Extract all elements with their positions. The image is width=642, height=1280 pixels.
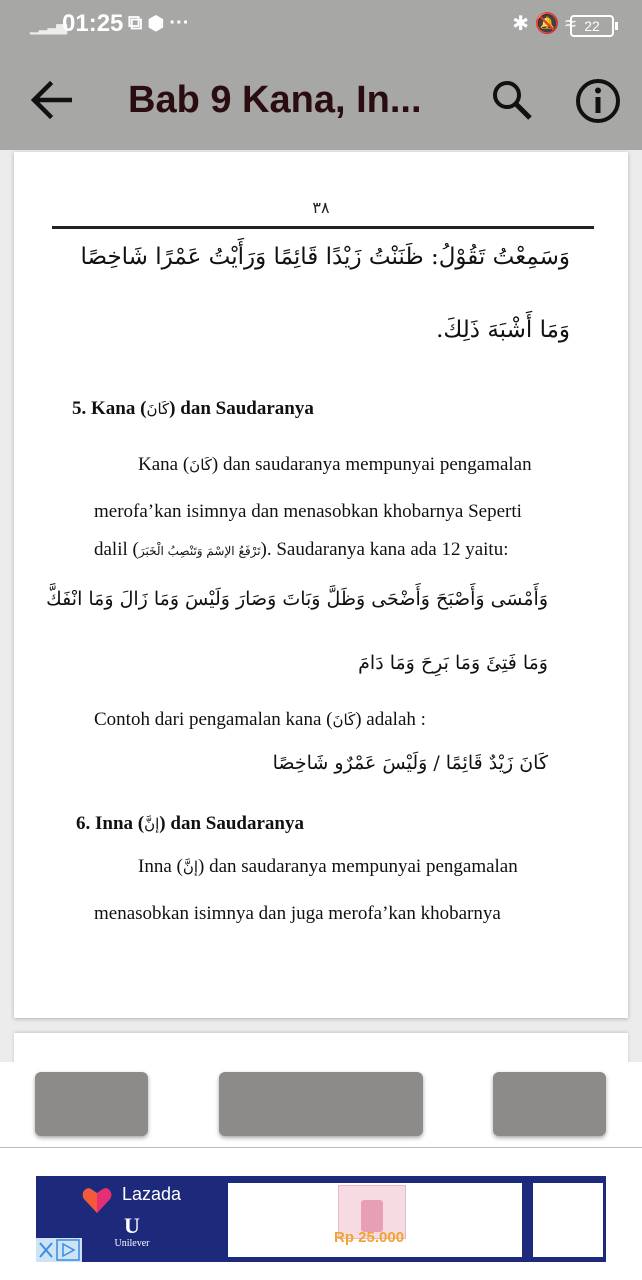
arabic-list-line: وَأَمْسَى وَأَصْبَحَ وَأَضْحَى وَظَلَّ وَبَاتَ وَصَارَ وَلَيْسَ وَمَا زَالَ وَمَا انْفَكَّ xyxy=(46,588,548,610)
navigation-bar xyxy=(0,1062,642,1148)
page-title: Bab 9 Kana, In... xyxy=(128,79,422,121)
document-page[interactable] xyxy=(14,152,628,1018)
paragraph-line: merofa’kan isimnya dan menasobkan khobarnya Seperti xyxy=(94,501,522,522)
info-icon[interactable] xyxy=(574,77,622,125)
app-bar xyxy=(0,50,642,150)
back-arrow-icon[interactable] xyxy=(30,78,72,122)
paragraph-line: Inna (إنَّ) dan saudaranya mempunyai pengamalan xyxy=(138,856,518,877)
paragraph-line: Kana (كَانَ) dan saudaranya mempunyai pengamalan xyxy=(138,454,532,475)
ad-close-icon[interactable] xyxy=(36,1238,82,1262)
ad-side-image[interactable] xyxy=(533,1183,603,1257)
menu-button[interactable] xyxy=(219,1072,423,1136)
arabic-list-line: وَمَا فَتِئَ وَمَا بَرِحَ وَمَا دَامَ xyxy=(358,652,548,674)
ad-banner[interactable] xyxy=(0,1148,642,1280)
lazada-heart-icon xyxy=(82,1186,112,1214)
arabic-line: وَمَا أَشْبَهَ ذَلِكَ. xyxy=(436,317,570,343)
signal-icon: ▁▂▃▅ xyxy=(30,18,66,34)
ad-price: Rp 25.000 xyxy=(334,1229,405,1246)
header-rule xyxy=(52,226,594,229)
example-label: Contoh dari pengamalan kana (كَانَ) adalah : xyxy=(94,709,426,730)
ad-brand: Lazada xyxy=(122,1184,182,1204)
section-heading-inna: 6. Inna (إنَّ) dan Saudaranya xyxy=(76,813,304,834)
system-icons: ✱ 🔕 ≈ xyxy=(512,13,576,35)
page-number: ٣٨ xyxy=(312,198,330,217)
ad-content[interactable] xyxy=(36,1176,606,1262)
paragraph-line: menasobkan isimnya dan juga merofa’kan khobarnya xyxy=(94,903,501,924)
unilever-logo: U Unilever xyxy=(114,1213,150,1249)
battery-icon: 22 xyxy=(570,15,614,37)
notification-icons: ⧉ ⬢ ··· xyxy=(128,12,190,34)
arabic-example: كَانَ زَيْدٌ قَائِمًا / وَلَيْسَ عَمْرٌو شَاخِصًا xyxy=(272,752,548,774)
next-button[interactable] xyxy=(493,1072,606,1136)
section-heading-kana: 5. Kana (كَانَ) dan Saudaranya xyxy=(72,398,314,419)
ad-product-image[interactable] xyxy=(228,1183,522,1257)
status-time: 01:25 xyxy=(62,10,124,37)
paragraph-line: dalil (تَرْفَعُ الإسْمَ وَتَنْصِبُ الْخَبَرَ). Saudaranya kana ada 12 yaitu: xyxy=(94,539,509,560)
search-icon[interactable] xyxy=(490,78,534,122)
previous-button[interactable] xyxy=(35,1072,148,1136)
arabic-line: وَسَمِعْتُ تَقُوْلُ: ظَنَنْتُ زَيْدًا قَائِمًا وَرَأَيْتُ عَمْرًا شَاخِصًا xyxy=(80,244,570,270)
status-bar xyxy=(0,0,642,50)
